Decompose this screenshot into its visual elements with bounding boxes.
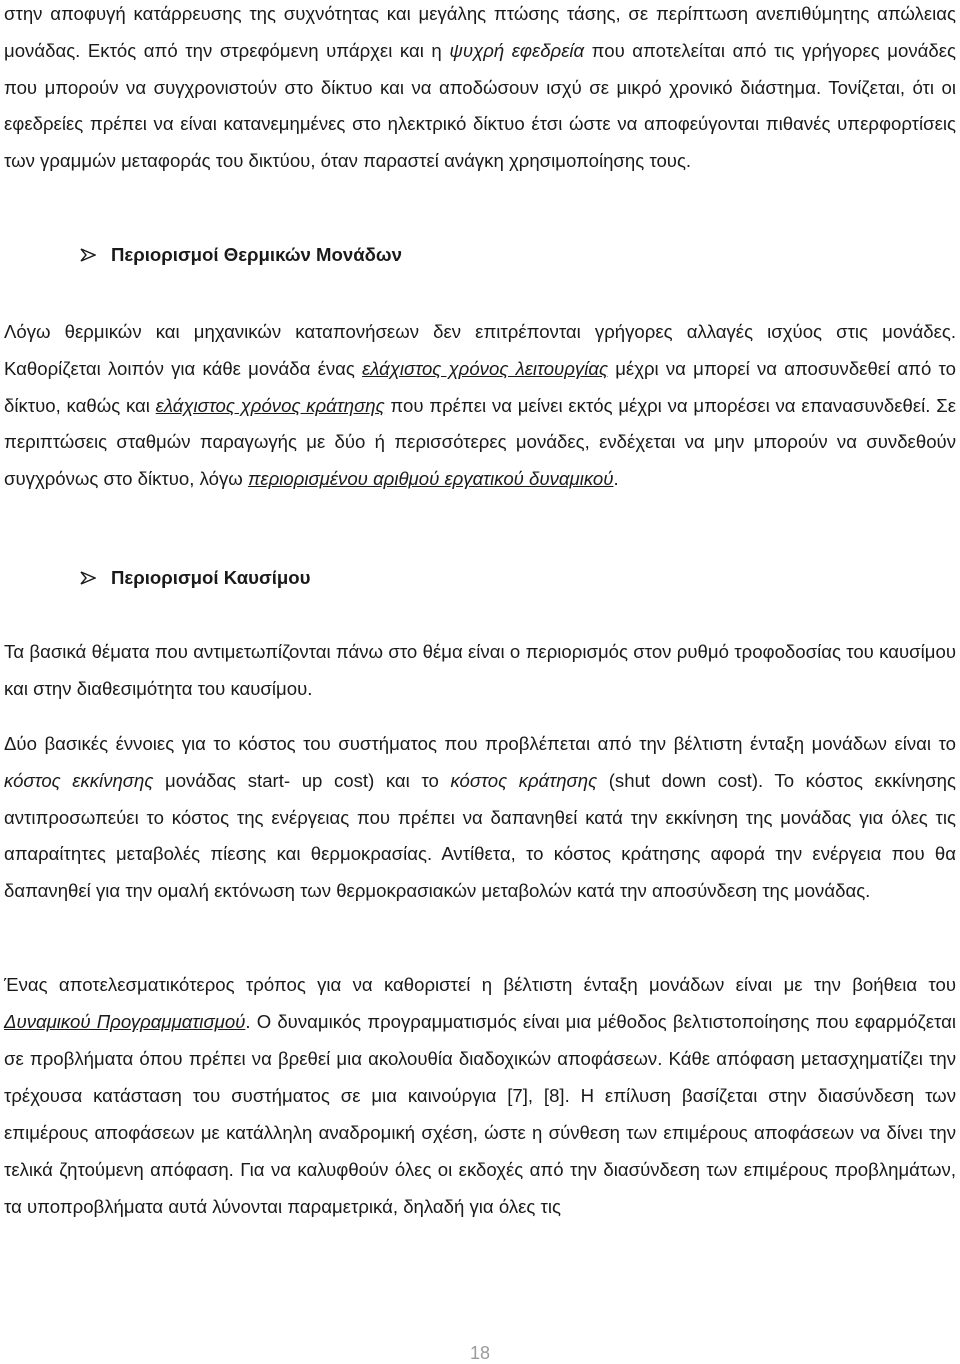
page-number: 18 [469,1343,491,1363]
paragraph-thermal-limits: Λόγω θερμικών και μηχανικών καταπονήσεων δεν επιτρέπονται γρήγορες αλλαγές ισχύος στις μονάδες. Καθορίζεται λοιπόν για κάθε μονάδα ένας ελάχιστος χρόνος λειτουργίας μέχρι να μπορεί να αποσυνδεθεί από το δίκτυο, καθώς και ελάχιστος χρόνος κράτησης που πρέπει να μείνει εκτός μέχρι να μπορέσει να επανασυνδεθεί. Σε περιπτώσεις σταθμών παραγωγής με δύο ή περισσότερες μονάδες, ενδέχεται να μην μπορούν να συνδεθούν συγχρόνως στο δίκτυο, λόγω περιορισμένου αριθμού εργατικού δυναμικού. [4,321,957,490]
arrow-bullet-icon [80,571,96,585]
paragraph-fuel: Τα βασικά θέματα που αντιμετωπίζονται πάνω στο θέμα είναι ο περιορισμός στον ρυθμό τροφοδοσίας του καυσίμου και στην διαθεσιμότητα του καυσίμου. [4,641,956,699]
paragraph-costs: Δύο βασικές έννοιες για το κόστος του συστήματος που προβλέπεται από την βέλτιστη ένταξη μονάδων είναι το κόστος εκκίνησης μονάδας start- up cost) και το κόστος κράτησης (shut down cost). Το κόστος εκκίνησης αντιπροσωπεύει το κόστος της ενέργειας που πρέπει να δαπανηθεί κατά την εκκίνηση της μονάδας για όλες τις απαραίτητες μεταβολές πίεσης και θερμοκρασίας. Αντίθετα, το κόστος κράτησης αφορά την ενέργεια που θα δαπανηθεί για την ομαλή εκτόνωση των θερμοκρασιακών μεταβολών κατά την αποσύνδεση της μονάδας. [4,733,956,902]
arrow-bullet-icon [80,248,96,262]
paragraph-dynamic-programming: Ένας αποτελεσματικότερος τρόπος για να καθοριστεί η βέλτιστη ένταξη μονάδων είναι με την βοήθεια του Δυναμικού Προγραμματισμού. Ο δυναμικός προγραμματισμός είναι μια μέθοδος βελτιστοποίησης που εφαρμόζεται σε προβλήματα όπου πρέπει να βρεθεί μια ακολουθία διαδοχικών αποφάσεων. Κάθε απόφαση μετασχηματίζει την τρέχουσα κατάσταση του συστήματος σε μια καινούργια [7], [8]. Η επίλυση βασίζεται στην διασύνδεση των επιμέρους αποφάσεων με κατάλληλη αναδρομική σχέση, ώστε η σύνθεση των επιμέρους αποφάσεων να δίνει την τελικά ζητούμενη απόφαση. Για να καλυφθούν όλες οι εκδοχές από την διασύνδεση των επιμέρους προβλημάτων, τα υποπροβλήματα αυτά λύνονται παραμετρικά, δηλαδή για όλες τις [4,974,956,1217]
paragraph-reserves: στην αποφυγή κατάρρευσης της συχνότητας και μεγάλης πτώσης τάσης, σε περίπτωση ανεπιθύμητης απώλειας μονάδας. Εκτός από την στρεφόμενη υπάρχει και η ψυχρή εφεδρεία που αποτελείται από τις γρήγορες μονάδες που μπορούν να συγχρονιστούν στο δίκτυο και να αποδώσουν ισχύ σε μικρό χρονικό διάστημα. Τονίζεται, ότι οι εφεδρείες πρέπει να είναι κατανεμημένες στο ηλεκτρικό δίκτυο έτσι ώστε να αποφεύγονται πιθανές υπερφορτίσεις των γραμμών μεταφοράς του δικτύου, όταν παραστεί ανάγκη χρησιμοποίησης τους. [4,3,956,172]
